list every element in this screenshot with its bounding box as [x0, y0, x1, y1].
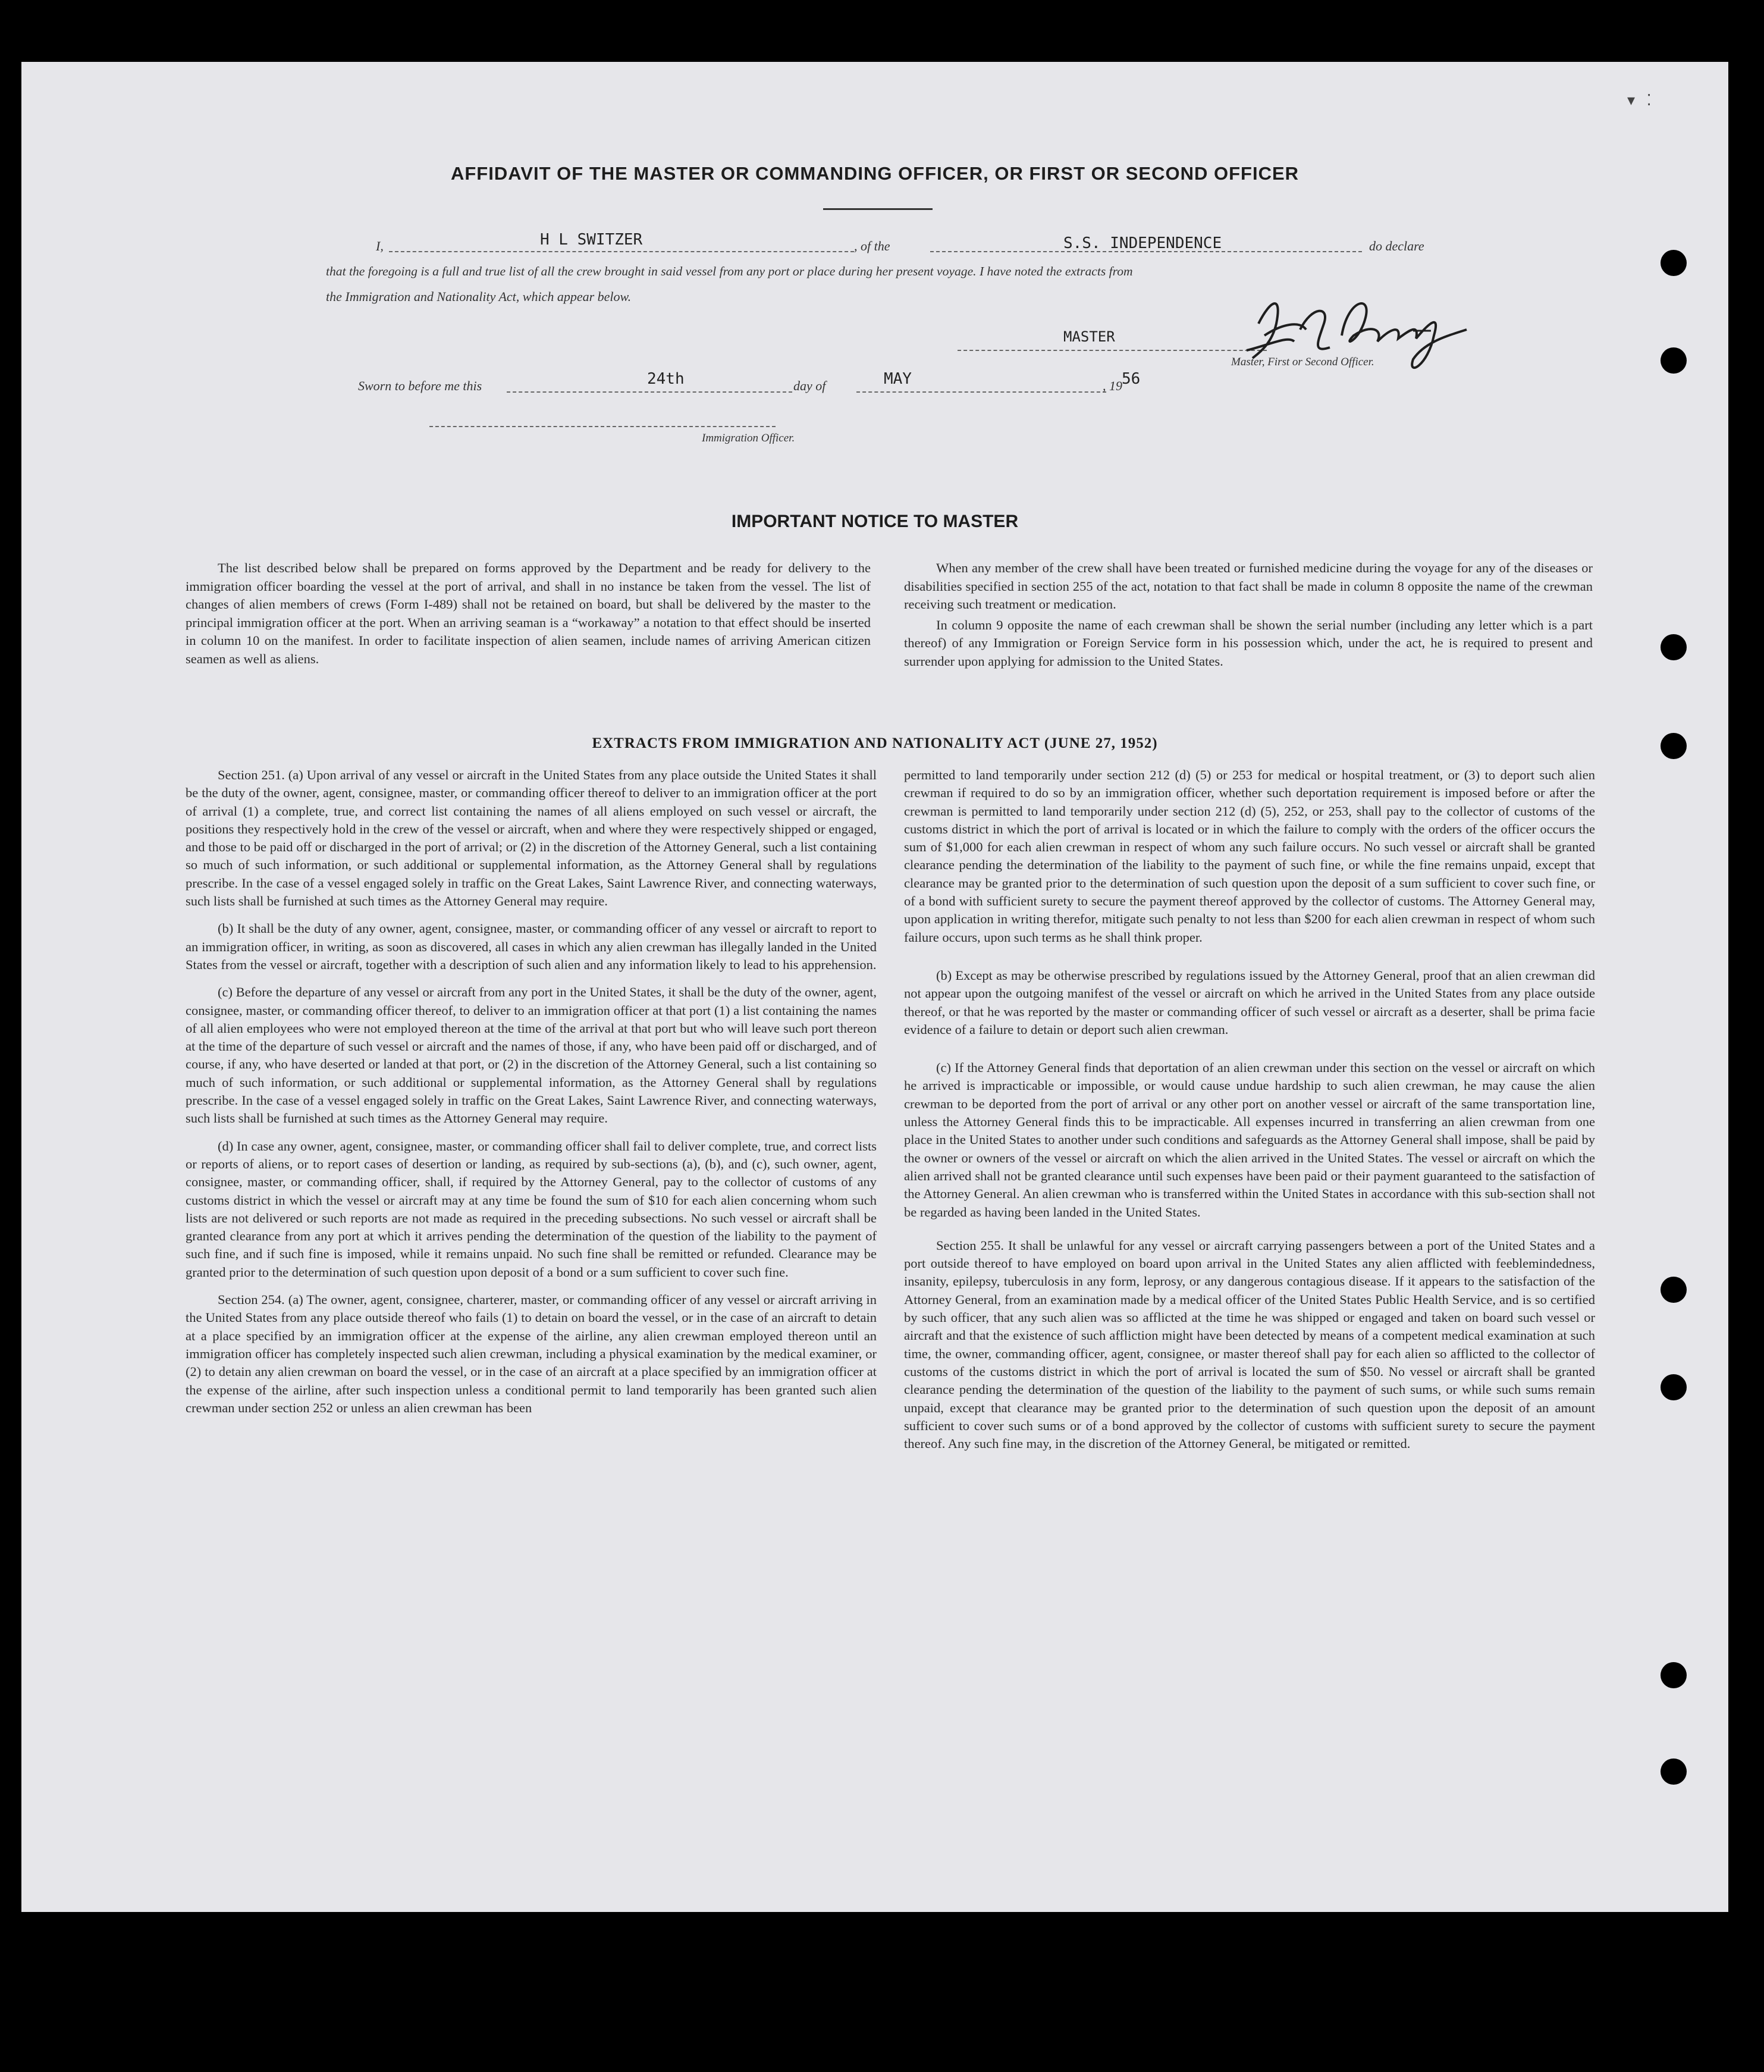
- master-signature: [1235, 288, 1484, 377]
- binder-hole-2: [1661, 347, 1687, 374]
- binder-hole-5: [1661, 1277, 1687, 1303]
- rank-caption: Master, First or Second Officer.: [1231, 356, 1374, 368]
- year-prefix: , 19: [1103, 378, 1122, 393]
- day-of-label: day of: [793, 378, 826, 393]
- extract-paragraph: Section 255. It shall be unlawful for any vessel or aircraft carrying passengers between a port of the United States and a port outside thereof to have employed on board upon arrival in the United States any alien afflicted with feeblemindedness, insanity, epilepsy, tuberculosis in any form, leprosy, or any dangerous contagious disease. If it appears to the satisfaction of the Attorney General, from an examination made by a medical officer of the United States Public Health Service, and is so certified by such officer, that any such alien was so afflicted at the time he was shipped or engaged and taken on board such vessel or aircraft and that the existence of such affliction might have been detected by means of a competent medical examination at such time, the owner, commanding officer, agent, consignee, or master thereof shall pay for each alien so afflicted to the collector of customs of the customs district in which the port of arrival is located the sum of $50. No vessel or aircraft shall be granted clearance pending the determination of the question of the liability to the payment of such sums, or while such sums remain unpaid, except that clearance may be granted prior to the determination of such question upon the deposit of an amount sufficient to cover such sums or of a bond approved by the collector of customs with sufficient surety to secure the payment thereof. Any such fine may, in the discretion of the Attorney General, be mitigated or remitted.: [904, 1237, 1595, 1452]
- year-suffix: 56: [1122, 370, 1141, 388]
- binder-hole-8: [1661, 1758, 1687, 1785]
- sworn-month-line: [856, 391, 1106, 393]
- extract-paragraph: Section 254. (a) The owner, agent, consignee, charterer, master, or commanding officer of any vessel or aircraft arriving in the United States from any place outside thereof who fails (1) to detain on board the vessel, or in the case of an aircraft to detain at a place specified by an immigration officer at the expense of the airline, any alien crewman employed thereon until an immigration officer has completely inspected such alien crewman, including a physical examination by the medical examiner, or (2) to detain any alien crewman on board the vessel, or in the case of an aircraft at a place specified by an immigration officer at the expense of the airline, after such inspection unless a conditional permit to land temporarily has been granted such alien crewman under section 252 or unless an alien crewman has been: [186, 1292, 877, 1415]
- notice-left-column: [186, 559, 871, 678]
- binder-hole-1: [1661, 250, 1687, 276]
- extracts-title: EXTRACTS FROM IMMIGRATION AND NATIONALITY ACT (JUNE 27, 1952): [592, 735, 1158, 751]
- extract-paragraph: (d) In case any owner, agent, consignee, master, or commanding officer shall fail to deliver complete, true, and correct lists or reports of aliens, or to report cases of desertion or landing, as required by sub-sections (a), (b), and (c), such owner, agent, consignee, master, or commanding officer, shall, if required by the Attorney General, pay to the collector of customs of any customs district in which the vessel or aircraft may at any time be found the sum of $10 for each alien concerning whom such lists are not delivered or such reports are not made as required in the preceding subsections. No such vessel or aircraft shall be granted clearance from any port at which it arrives pending the determination of the question of the liability to the payment of such fine, and if such fine is imposed, while it remains unpaid. No such fine shall be remitted or refunded. Clearance may be granted prior to the determination of such question upon deposit of a bond or a sum sufficient to cover such fine.: [186, 1138, 877, 1280]
- binder-hole-3: [1661, 634, 1687, 660]
- notice-paragraph: In column 9 opposite the name of each crewman shall be shown the serial number (including any letter which is a part thereof) of any Immigration or Foreign Service form in his possession which, under the act, he is required to present and surrender upon applying for admission to the United States.: [904, 617, 1593, 669]
- notice-paragraph: The list described below shall be prepared on forms approved by the Department and be ready for delivery to the immigration officer boarding the vessel at the port of arrival, and shall in no instance be taken from the vessel. The list of changes of alien members of crews (Form I-489) shall not be retained on board, but shall be delivered by the master to the principal immigration officer at the port. When an arriving seaman is a “workaway” a notation to that effect should be inserted in column 10 on the manifest. In order to facilitate inspection of alien seamen, include names of arriving American citizen seamen as well as aliens.: [186, 560, 871, 666]
- officer-caption: Immigration Officer.: [702, 432, 795, 444]
- extracts-right-column: [904, 766, 1595, 1462]
- corner-mark: ▾ ⁚: [1627, 92, 1652, 109]
- extract-paragraph: (c) If the Attorney General finds that deportation of an alien crewman under this section on the vessel or aircraft on which he arrived is impracticable or impossible, or would cause undue hardship to such alien crewman, he may cause the alien crewman to be deported from the port of arrival or any other port on another vessel or aircraft of the same transportation line, unless the Attorney General finds this to be impracticable. All expenses incurred in transferring an alien crewman from one place in the United States to another under such conditions and safeguards as the Attorney General shall impose, shall be paid by the owner or owners of the vessel or aircraft on which the alien arrived in the United States. The vessel or aircraft on which the alien arrived shall not be granted clearance until such expenses have been paid or their payment guaranteed to the satisfaction of the Attorney General. An alien crewman who is transferred within the United States in accordance with this sub-section shall not be regarded as having been landed in the United States.: [904, 1060, 1595, 1220]
- affidavit-title: AFFIDAVIT OF THE MASTER OR COMMANDING OFFICER, OR FIRST OR SECOND OFFICER: [450, 163, 1300, 184]
- notice-title: IMPORTANT NOTICE TO MASTER: [731, 512, 1019, 531]
- notice-right-column: [904, 559, 1593, 680]
- extract-paragraph: (b) It shall be the duty of any owner, agent, consignee, master, or commanding officer of any vessel or aircraft to report to an immigration officer, in writing, as soon as discovered, all cases in which any alien crewman has illegally landed in the United States from the vessel or aircraft, together with a description of such alien and any information likely to lead to his apprehension.: [186, 921, 877, 972]
- declarant-prefix: I,: [376, 239, 384, 253]
- declarant-line: [389, 251, 854, 252]
- extract-paragraph: permitted to land temporarily under section 212 (d) (5) or 253 for medical or hospital treatment, or (3) to deport such alien crewman if required to do so by an immigration officer, whether such deportation requirement is imposed before or after the crewman is permitted to land temporarily under section 212 (d) (5), 252, or 253, shall pay to the collector of customs of the customs district in which the port of arrival is located or in which the failure to comply with the orders of the officer occurs the sum of $1,000 for each alien crewman in respect of whom any such failure occurs. No such vessel or aircraft shall be granted clearance pending the determination of the liability to the payment of such fine, or while the fine remains unpaid, except that clearance may be granted prior to the determination of such question upon the deposit of a sum sufficient to cover such fine, or of a bond with sufficient surety to secure the payment thereof approved by the collector of customs. The Attorney General may, upon application in writing therefor, mitigate such penalty to not less than $200 for each alien crewman in respect of whom such failure occurs, upon such terms as he shall think proper.: [904, 767, 1595, 945]
- binder-hole-6: [1661, 1374, 1687, 1400]
- extract-paragraph: (b) Except as may be otherwise prescribed by regulations issued by the Attorney General, proof that an alien crewman did not appear upon the outgoing manifest of the vessel or aircraft on which he arrived in the United States from any place outside thereof, or that he was reported by the master or commanding officer of such vessel or aircraft as a deserter, shall be prima facie evidence of a failure to detain or deport such alien crewman.: [904, 967, 1595, 1037]
- declarant-name: H L SWITZER: [540, 231, 643, 249]
- binder-hole-7: [1661, 1662, 1687, 1688]
- sworn-prefix: Sworn to before me this: [358, 378, 482, 393]
- of-the-label: , of the: [854, 239, 890, 253]
- sworn-month: MAY: [884, 370, 912, 388]
- declaration-line-3: the Immigration and Nationality Act, which appear below.: [326, 289, 632, 304]
- sworn-day-line: [507, 391, 792, 393]
- rank-value: MASTER: [1063, 328, 1115, 345]
- sworn-day: 24th: [647, 370, 685, 388]
- do-declare-label: do declare: [1369, 239, 1424, 253]
- vessel-name: S.S. INDEPENDENCE: [1063, 234, 1222, 252]
- officer-signature-line: [429, 426, 776, 427]
- extracts-left-column: [186, 766, 877, 1427]
- extract-paragraph: Section 251. (a) Upon arrival of any vessel or aircraft in the United States from any place outside the United States it shall be the duty of the owner, agent, consignee, master, or commanding officer thereof to deliver to an immigration officer at the port of arrival (1) a complete, true, and correct list containing the names of all aliens employed on such vessel or aircraft, the positions they respectively hold in the crew of the vessel or aircraft, when and where they were respectively shipped or engaged, and those to be paid off or discharged in the port of arrival; or (2) in the discretion of the Attorney General, such a list containing so much of such information, or such additional or supplemental information, as the Attorney General shall by regulations prescribe. In the case of a vessel engaged solely in traffic on the Great Lakes, Saint Lawrence River, and connecting waterways, such lists shall be furnished at such times as the Attorney General may require.: [186, 767, 877, 909]
- declaration-line-2: that the foregoing is a full and true list of all the crew brought in said vessel from any port or place during her present voyage. I have noted the extracts from: [326, 264, 1133, 278]
- document-page: [21, 62, 1728, 1912]
- rank-line: [958, 350, 1267, 351]
- title-underline: [823, 208, 933, 210]
- notice-paragraph: When any member of the crew shall have been treated or furnished medicine during the voyage for any of the diseases or disabilities specified in section 255 of the act, notation to that fact shall be made in column 8 opposite the name of the crewman receiving such treatment or medication.: [904, 560, 1593, 612]
- extract-paragraph: (c) Before the departure of any vessel or aircraft from any port in the United States, it shall be the duty of the owner, agent, consignee, master, or commanding officer thereof, to deliver to an immigration officer at that port (1) a list containing the names of all alien employees who were not employed thereon at the time of the arrival at that port but who will leave such port thereon at the time of the departure of such vessel or aircraft and the names of those, if any, who have been paid off or discharged, and of course, if any, who have deserted or landed at that port, or (2) in the discretion of the Attorney General, such a list containing so much of such information, or such additional or supplemental information, as the Attorney General shall by regulations prescribe. In the case of a vessel engaged solely in traffic on the Great Lakes, Saint Lawrence River, and connecting waterways, such lists shall be furnished at such times as the Attorney General may require.: [186, 985, 877, 1126]
